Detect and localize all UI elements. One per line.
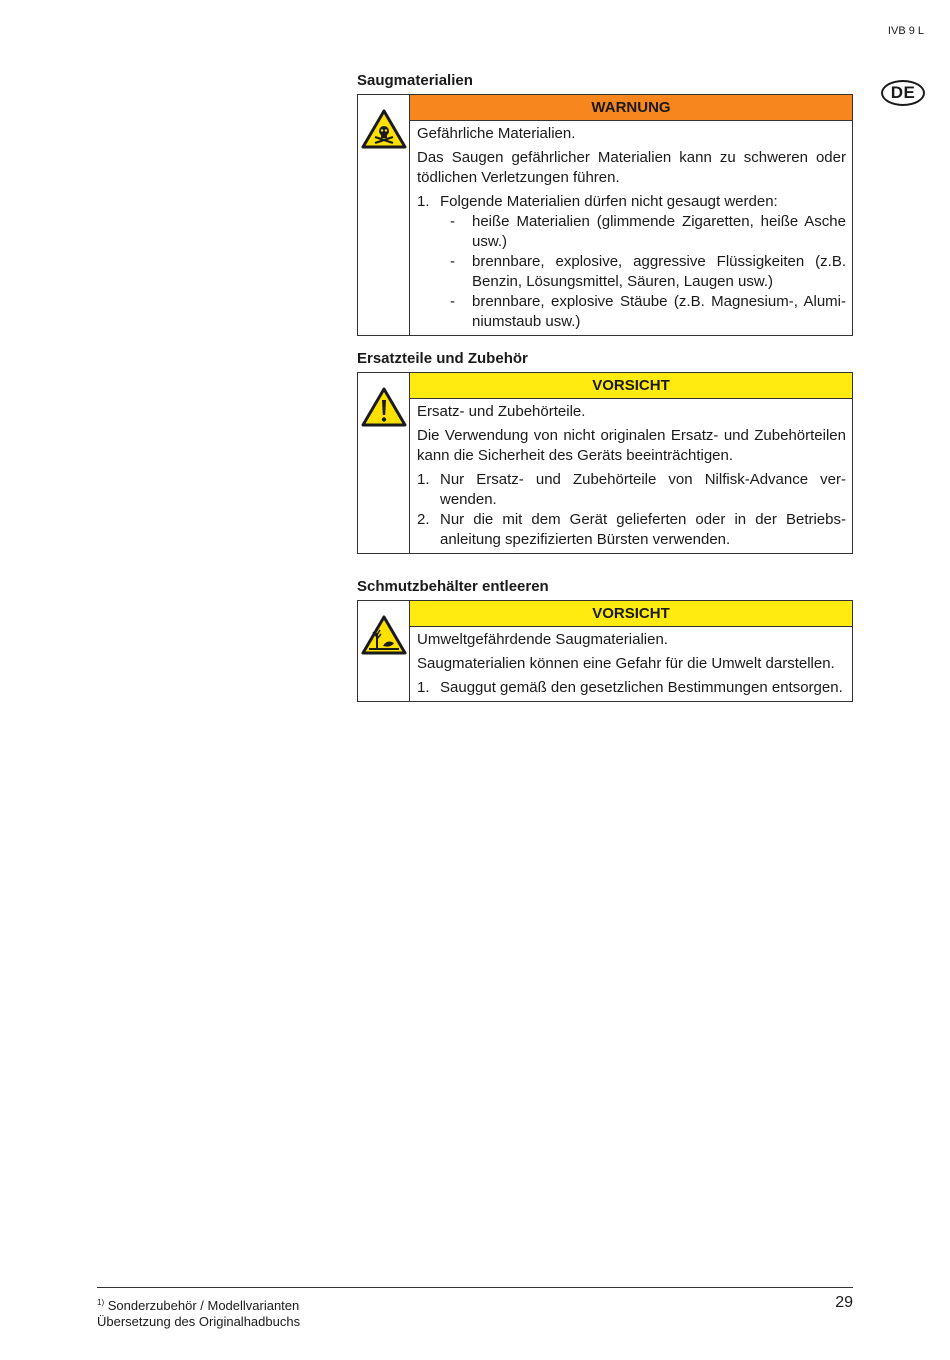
sub-item-text: brennbare, explosive, aggressive Flüssigkeiten (z.B. Benzin, Lösungsmittel, Säuren, Laugen usw.) — [472, 253, 846, 290]
signal-word-warnung: WARNUNG — [410, 95, 852, 121]
list-item: - heiße Materialien (glimmende Zigaretten, heiße Asche usw.) — [450, 213, 846, 250]
step-number: 1. — [417, 193, 430, 210]
sub-list — [440, 212, 846, 332]
warning-notice — [357, 94, 853, 336]
step-list — [417, 192, 846, 332]
list-item: - brennbare, explosive Stäube (z.B. Magnesium-, Aluminiumstaub usw.) — [450, 293, 846, 330]
language-badge: DE — [881, 80, 925, 106]
footnote — [97, 1295, 300, 1314]
hazard-description: Die Verwendung von nicht originalen Ersatz- und Zubehörteilen kann die Sicherheit des Geräts beeinträchtigen. — [417, 427, 846, 464]
footer-divider — [97, 1287, 853, 1288]
caution-notice — [357, 372, 853, 554]
environment-hazard-icon — [361, 615, 407, 655]
hazard-description: Saugmaterialien können eine Gefahr für die Umwelt darstellen. — [417, 655, 835, 672]
step-text: Nur die mit dem Gerät gelieferten oder in der Betriebsanleitung spezifizierten Bürsten verwenden. — [440, 511, 846, 548]
step-list — [417, 678, 846, 698]
sub-item-text: brennbare, explosive Stäube (z.B. Magnesium-, Aluminiumstaub usw.) — [472, 293, 846, 330]
signal-word-vorsicht: VORSICHT — [410, 601, 852, 627]
translation-note: Übersetzung des Originalhadbuchs — [97, 1314, 301, 1329]
signal-word-vorsicht: VORSICHT — [410, 373, 852, 399]
list-item — [417, 192, 846, 332]
icon-cell — [358, 601, 410, 701]
icon-cell — [358, 373, 410, 553]
notice-text — [410, 121, 852, 335]
list-item — [417, 678, 846, 698]
list-item — [417, 510, 846, 550]
step-number: 2. — [417, 511, 430, 528]
notice-body — [410, 601, 852, 701]
hazard-heading: Ersatz- und Zubehörteile. — [417, 403, 586, 420]
hazard-heading: Gefährliche Materialien. — [417, 125, 576, 142]
sub-item-text: heiße Materialien (glimmende Zigaretten, heiße Asche usw.) — [472, 213, 846, 250]
list-item: - brennbare, explosive, aggressive Flüssigkeiten (z.B. Benzin, Lösungsmittel, Säuren, Laugen usw.) — [450, 253, 846, 290]
footnote-text: Sonderzubehör / Modellvarianten — [107, 1298, 300, 1313]
hazard-heading: Umweltgefährdende Saugmaterialien. — [417, 631, 668, 648]
step-text: Nur Ersatz- und Zubehörteile von Nilfisk-Advance verwenden. — [440, 471, 846, 508]
list-item — [417, 470, 846, 510]
section-title-saugmaterialien: Saugmaterialien — [357, 72, 473, 89]
notice-text — [410, 399, 852, 553]
hazard-description: Das Saugen gefährlicher Materialien kann zu schweren oder tödlichen Verletzungen führen. — [417, 149, 846, 186]
step-text: Sauggut gemäß den gesetzlichen Bestimmungen entsorgen. — [440, 679, 843, 696]
section-title-schmutzbehaelter: Schmutzbehälter entleeren — [357, 578, 549, 595]
caution-notice — [357, 600, 853, 702]
footer-notes — [97, 1295, 300, 1330]
footnote-mark: 1) — [97, 1298, 105, 1307]
section-title-ersatzteile: Ersatzteile und Zubehör — [357, 350, 528, 367]
notice-body — [410, 373, 852, 553]
notice-text — [410, 627, 852, 701]
icon-cell — [358, 95, 410, 335]
page-content — [357, 72, 853, 716]
step-number: 1. — [417, 679, 430, 696]
model-label: IVB 9 L — [887, 25, 924, 37]
exclamation-hazard-icon — [361, 387, 407, 427]
skull-hazard-icon — [361, 109, 407, 149]
step-list — [417, 470, 846, 550]
step-text: Folgende Materialien dürfen nicht gesaugt werden: — [440, 193, 778, 210]
notice-body — [410, 95, 852, 335]
step-number: 1. — [417, 471, 430, 488]
page-number: 29 — [835, 1294, 853, 1311]
